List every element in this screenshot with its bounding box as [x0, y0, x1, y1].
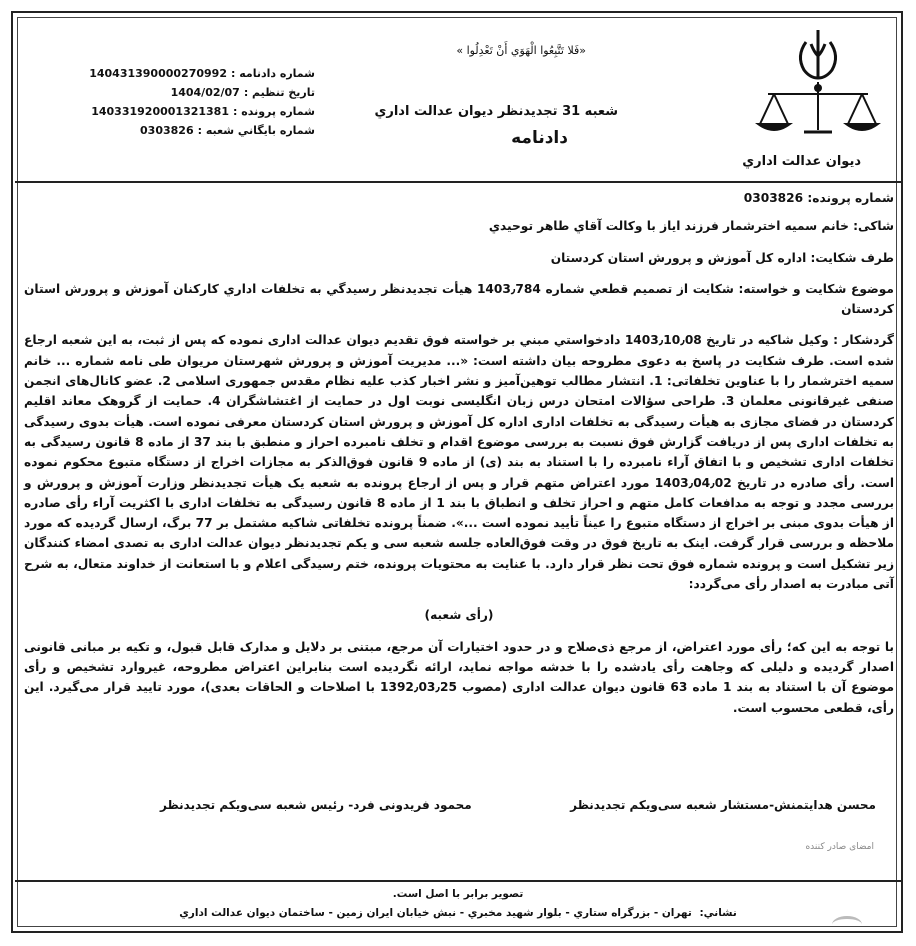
issuer-signature-label: امضای صادر كننده	[805, 842, 874, 852]
signer-head: محمود فريدونی فرد- رئيس شعبه سی‌ويكم تجديدنظر	[160, 798, 472, 812]
meta-row: شماره بايگاني شعبه : 0303826	[140, 124, 315, 137]
branch-name: شعبه 31 تجديدنظر ديوان عدالت اداري	[374, 104, 618, 119]
scan-mark	[832, 916, 862, 933]
meta-row: شماره دادنامه : 140431390000270992	[89, 67, 315, 80]
complaint-subject: موضوع شکايت و خواسته: شکايت از تصميم قطعي شماره 1403٫784 هيأت تجديدنظر رسيدگي به تخلفات اداري كاركنان آموزش و پرورش استان كردستان	[24, 281, 894, 317]
verdict-text: با توجه به اين كه؛ رأی مورد اعتراض، از مرجع ذی‌صلاح و در حدود اختيارات آن مرجع، مبتنی بر دلايل و مدارک قابل قبول، و تكيه بر مبانی قانونی اصدار گرديده و دليلی كه وجاهت رأی يادشده را با خدشه مواجه نمايد، ارائه نگرديده است بنابراين اعتراض مطروحه، غيروارد تشخيص و رأی موضوع آن با استناد به بند 1 ماده 63 قانون ديوان عدالت اداری (مصوب 1392٫03٫25 با اصلاحات و الحاقات بعدی)، مورد تاييد قرار می‌گيرد. اين رأی، قطعی محسوب است.	[24, 639, 894, 715]
footer-divider	[15, 880, 901, 882]
meta-row: تاريخ تنظيم : 1404/02/07	[170, 86, 315, 99]
verdict-heading: (رأی شعبه)	[424, 608, 494, 623]
case-report: گردشکار : وكيل شاكيه در تاريخ 1403٫10٫08 دادخواستي مبني بر خواسته فوق تقديم ديوان عدالت اداری نموده که پس از ثبت، به اين شعبه ارجاع شده است. طرف شکايت در پاسخ به دعوی مطروحه بيان داشته است: «... مديريت آموزش و پرورش شهرستان مريوان طی نامه شماره ... خانم سميه اخترشمار را با عناوين تخلفاتی: 1. انتشار مطالب توهين‌آميز و نشر اخبار كذب عليه نظام مقدس جمهوری اسلامی 2. عضو كانال‌های انجمن صنفی غيرقانونی معلمان 3. طراحی سؤالات امتحان درس زبان انگليسی نوبت اول در حمايت از اغتشاشگران 4. حمايت از گروهک معاند اقليم كردستان در فضای مجازی به هيأت رسيدگی به تخلفات اداری اداره كل آموزش و پرورش استان كردستان معرفی نموده است. هيأت بدوی رسيدگی به تخلفات اداری پس از دريافت گزارش فوق نسبت به بررسی موضوع اقدام و تخلف نامبرده احراز و منطبق با بند 37 از ماده 8 قانون رسيدگی به تخلفات اداری تشخيص و با اتفاق آراء نامبرده را با استناد به بند (ی) از ماده 9 قانون فوق‌الذكر به مجازات اخراج از دستگاه متبوع محكوم نموده است. رأی صادره در تاريخ 1403٫04٫02 مورد اعتراض متهم قرار و پس از ارجاع پرونده به شعبه يک هيأت تجديدنظر وزارت آموزش و پرورش و بررسی مجدد و توجه به مدافعات كامل متهم و احراز تخلف و انطباق با بند 1 از ماده 8 قانون رسيدگی به تخلفات اداری با اكثريت آراء رأی صادره از هيأت بدوی مبنی بر اخراج از دستگاه متبوع را عيناً تأييد نموده است ...». ضمناً پرونده تخلفاتی شاكيه مشتمل بر 77 برگ، ارسال گرديده كه مورد ملاحظه و بررسی قرار گرفت. اينک به تاريخ فوق در وقت فوق‌العاده جلسه شعبه سی و يكم تجديدنظر ديوان عدالت اداری به تصدی امضاء كنندگان زير تشكيل است و پرونده شماره فوق تحت نظر قرار دارد. با عنايت به محتويات پرونده، ختم رسيدگی اعلام و با استعانت از خداوند متعال، به شرح آتی مبادرت به اصدار رأی می‌گردد:	[24, 333, 895, 592]
header-divider	[15, 181, 901, 183]
address: نشاني: تهران - بزرگراه ستاري - بلوار شهيد مخبري - نبش خيابان ايران زمين - ساختمان ديوان عدالت اداري	[179, 907, 737, 919]
case-number: شماره پرونده: 0303826	[743, 191, 894, 205]
defendant: طرف شکايت: اداره كل آموزش و پرورش استان كردستان	[550, 250, 894, 265]
judiciary-emblem-icon	[748, 22, 888, 142]
document-meta	[85, 64, 315, 140]
document-type: دادنامه	[511, 128, 568, 148]
organization-name: ديوان عدالت اداري	[742, 154, 861, 169]
signer-counselor: محسن هدايتمنش-مستشار شعبه سی‌ويكم تجديدنظر	[570, 798, 876, 812]
quran-verse: «فَلا تَتَّبِعُوا الْهَوَي أَنْ تَعْدِلُوا »	[456, 44, 586, 57]
meta-row: شماره پرونده : 140331920001321381	[91, 105, 315, 118]
plaintiff: شاکی: خانم سميه اخترشمار فرزند اياز با وكالت آقاي طاهر توحيدي	[488, 219, 894, 234]
certified-copy-note: تصوير برابر با اصل است.	[392, 888, 524, 900]
document-body	[24, 188, 894, 718]
